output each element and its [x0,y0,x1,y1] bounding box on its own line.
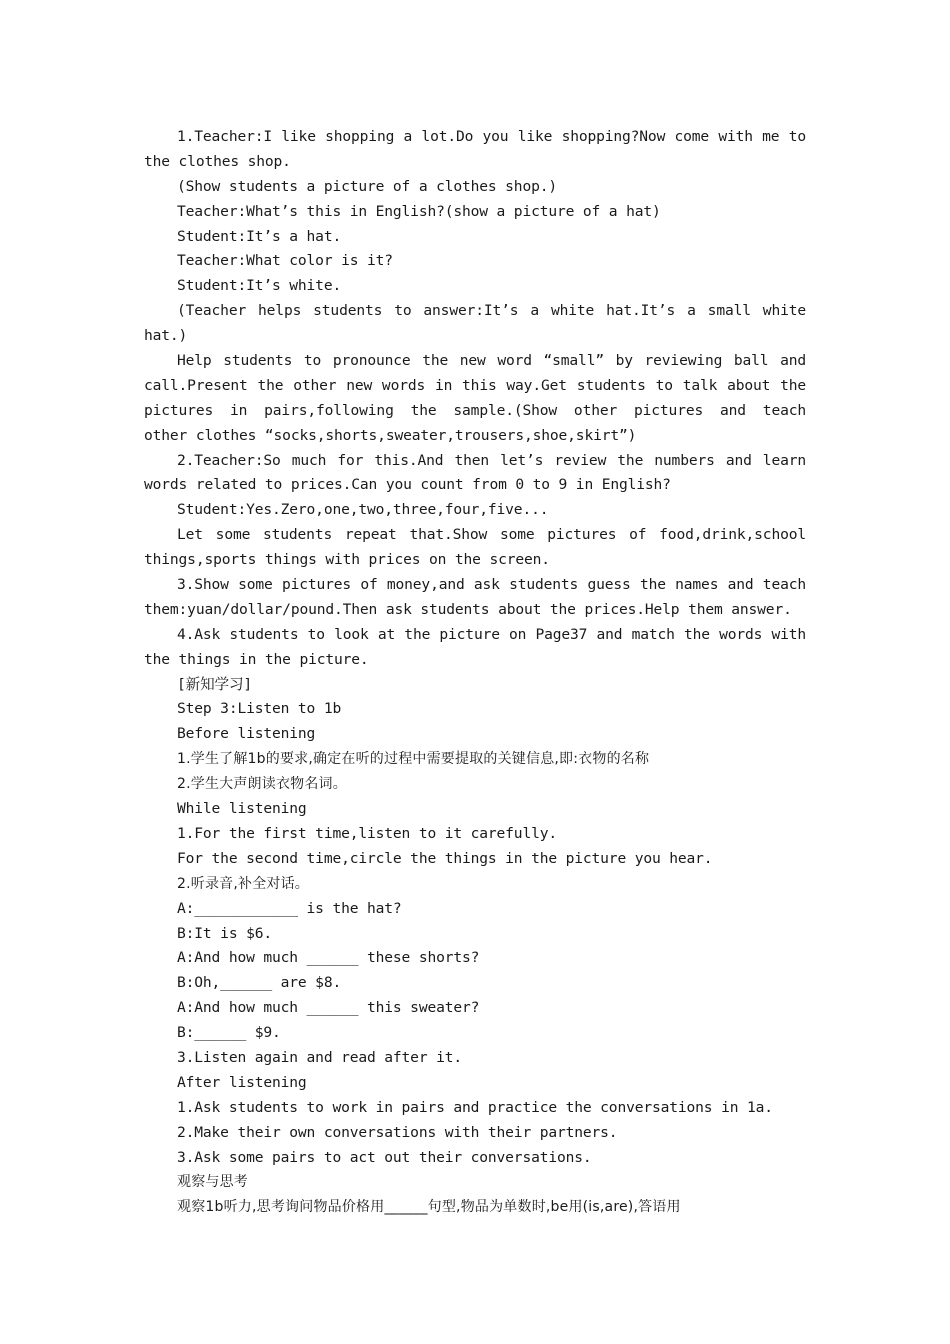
text-line: 3.Listen again and read after it. [177,1048,462,1066]
text-line: 1.Ask students to work in pairs and practice the conversations in 1a. [177,1098,773,1116]
text-line: Student:It’s white. [177,277,342,295]
text-line: words related to prices.Can you count from 0 to 9 in English? [144,476,671,494]
text-line: 观察1b听力,思考询问物品价格用______句型,物品为单数时,be用(is,are),答语用 [177,1199,681,1216]
text-line: Step 3:Listen to 1b [177,700,342,718]
text-line: B:______ $9. [177,1024,281,1042]
text-line: 3.Ask some pairs to act out their conversations. [177,1148,592,1166]
text-line: them:yuan/dollar/pound.Then ask students about the prices.Help them answer. [144,600,792,618]
text-line: Student:Yes.Zero,one,two,three,four,five... [177,501,549,519]
text-line: Before listening [177,725,316,743]
text-line: 1.For the first time,listen to it carefully. [177,824,557,842]
text-line: 3.Show some pictures of money,and ask students guess the names and teach [177,576,806,594]
text-line: (Show students a picture of a clothes shop.) [177,177,557,195]
text-line: 4.Ask students to look at the picture on Page37 and match the words with [177,625,806,643]
text-line: things,sports things with prices on the screen. [144,551,550,569]
text-line: After listening [177,1073,307,1091]
text-line: 1.Teacher:I like shopping a lot.Do you like shopping?Now come with me to [177,128,806,145]
text-line: [新知学习] [177,675,253,693]
text-line: hat.) [144,327,188,345]
text-line: A:And how much ______ these shorts? [177,949,480,967]
text-line: 观察与思考 [177,1174,248,1191]
text-line: Teacher:What’s this in English?(show a picture of a hat) [177,202,661,220]
text-line: While listening [177,800,307,818]
text-line: B:It is $6. [177,924,272,942]
text-line: (Teacher helps students to answer:It’s a white hat.It’s a small white [177,302,806,320]
text-line: B:Oh,______ are $8. [177,974,342,992]
text-line: A:____________ is the hat? [177,899,402,917]
text-line: For the second time,circle the things in the picture you hear. [177,849,713,867]
text-line: Help students to pronounce the new word “small” by reviewing ball and [177,352,806,370]
text-line: 2.听录音,补全对话。 [177,875,310,892]
text-line: pictures in pairs,following the sample.(Show other pictures and teach [144,401,806,419]
text-line: the things in the picture. [144,650,369,668]
document-body [144,125,806,1220]
text-line: 2.学生大声朗读衣物名词。 [177,776,347,793]
text-line: Teacher:What color is it? [177,252,393,270]
text-line: Student:It’s a hat. [177,227,342,245]
text-line: other clothes “socks,shorts,sweater,trousers,shoe,skirt”) [144,426,637,444]
text-line: 1.学生了解1b的要求,确定在听的过程中需要提取的关键信息,即:衣物的名称 [177,751,650,768]
text-line: Let some students repeat that.Show some pictures of food,drink,school [177,526,806,544]
text-line: the clothes shop. [144,152,291,170]
text-line: call.Present the other new words in this way.Get students to talk about the [144,376,806,394]
text-line: A:And how much ______ this sweater? [177,999,480,1017]
text-line: 2.Make their own conversations with their partners. [177,1123,618,1141]
text-line: 2.Teacher:So much for this.And then let’s review the numbers and learn [177,451,806,469]
